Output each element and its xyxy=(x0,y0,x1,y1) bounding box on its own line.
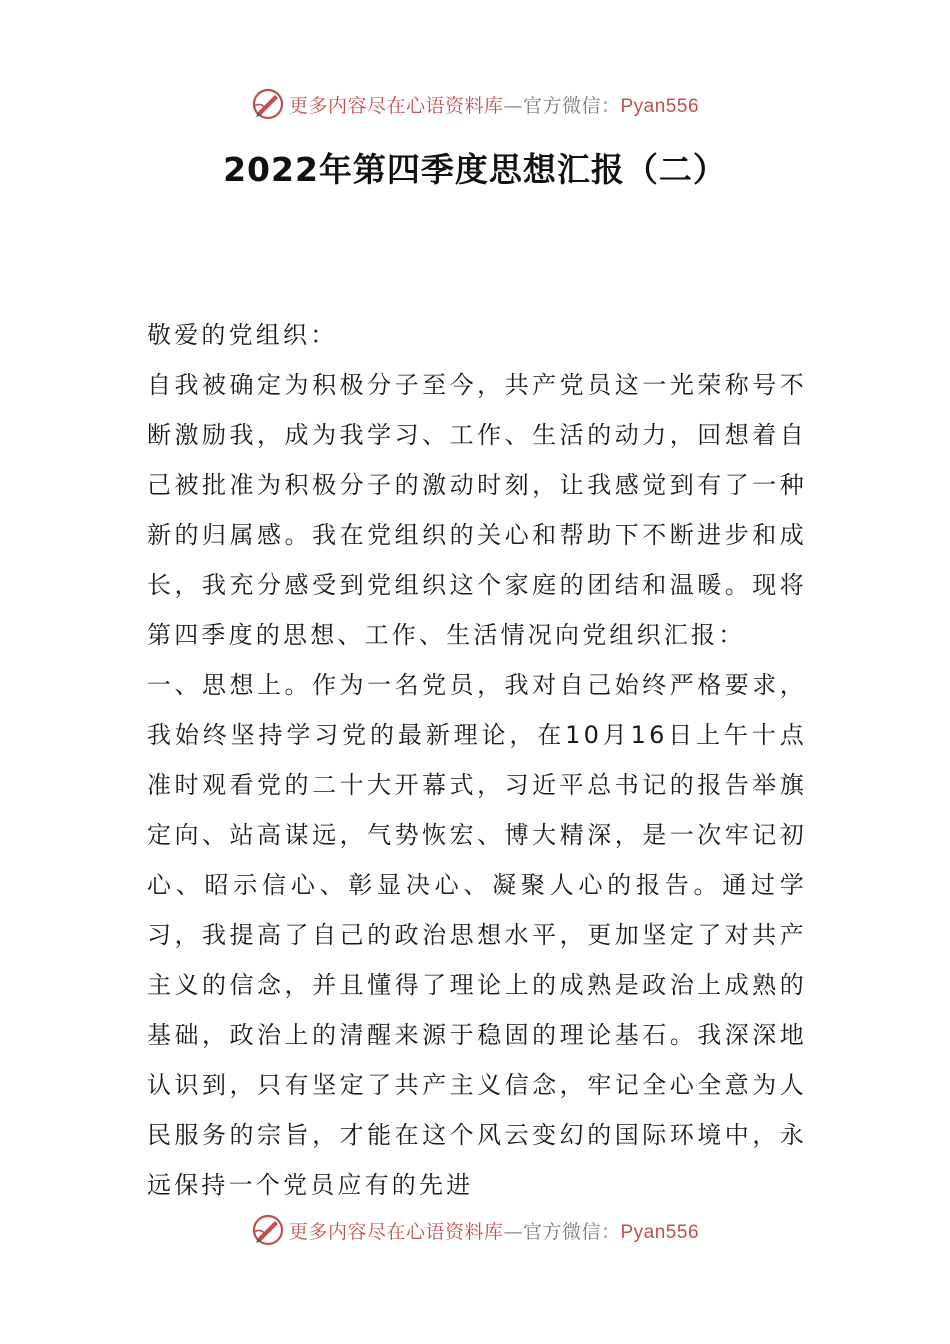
document-title: 2022年第四季度思想汇报（二） xyxy=(223,150,727,189)
footer-banner-dash: — xyxy=(503,1220,523,1243)
footer-banner-text xyxy=(289,1217,699,1244)
footer-banner xyxy=(0,1210,950,1250)
salutation: 敬爱的党组织： xyxy=(147,321,338,349)
header-banner-text xyxy=(289,91,699,118)
footer-banner-cn: 更多内容尽在心语资料库 xyxy=(288,1220,504,1243)
pen-logo-icon xyxy=(251,87,285,121)
header-banner-dash: — xyxy=(503,94,523,117)
header-banner-cn: 更多内容尽在心语资料库 xyxy=(288,94,504,117)
paragraph-1: 自我被确定为积极分子至今，共产党员这一光荣称号不断激励我，成为我学习、工作、生活的动力，回想着自己被批准为积极分子的激动时刻，让我感觉到有了一种新的归属感。我在党组织的关心和帮助下不断进步和成长，我充分感受到党组织这个家庭的团结和温暖。现将第四季度的思想、工作、生活情况向党组织汇报： xyxy=(147,371,807,649)
header-banner-official-label: 官方微信： xyxy=(522,94,621,117)
header-banner-wechat-id: Pyan556 xyxy=(620,95,700,117)
footer-banner-wechat-id: Pyan556 xyxy=(620,1221,700,1243)
footer-banner-official-label: 官方微信： xyxy=(522,1220,621,1243)
pen-logo-icon xyxy=(251,1213,285,1247)
header-banner xyxy=(0,84,950,124)
paragraph-2: 一、思想上。作为一名党员，我对自己始终严格要求，我始终坚持学习党的最新理论，在10月16日上午十点准时观看党的二十大开幕式，习近平总书记的报告举旗定向、站高谋远，气势恢宏、博大精深，是一次牢记初心、昭示信心、彰显决心、凝聚人心的报告。通过学习，我提高了自己的政治思想水平，更加坚定了对共产主义的信念，并且懂得了理论上的成熟是政治上成熟的基础，政治上的清醒来源于稳固的理论基石。我深深地认识到，只有坚定了共产主义信念，牢记全心全意为人民服务的宗旨，才能在这个风云变幻的国际环境中，永远保持一个党员应有的先进 xyxy=(147,671,807,1199)
document-body xyxy=(147,310,807,1210)
